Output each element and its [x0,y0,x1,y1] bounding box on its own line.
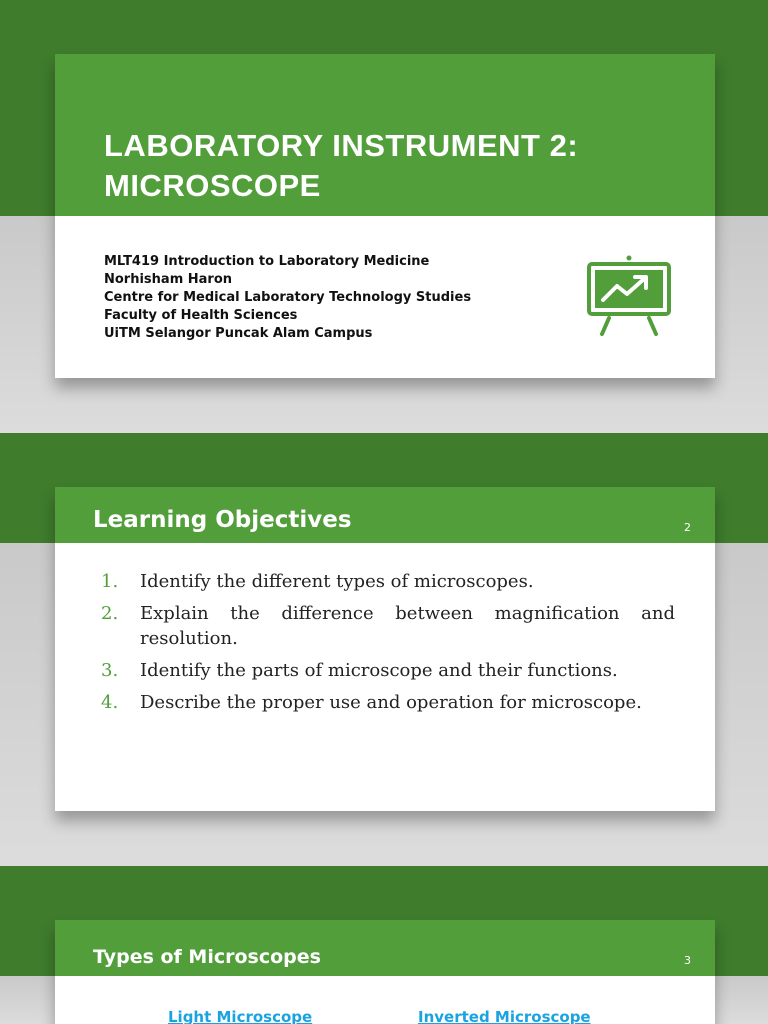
list-item [101,569,675,594]
slide-title [104,126,694,206]
list-item-text: Explain the difference between magnification and resolution. [140,603,675,649]
objectives-card [55,487,715,811]
list-item-number: 4. [101,692,119,713]
slide-title-line-1: LABORATORY INSTRUMENT 2: [104,128,579,163]
slide-heading: Learning Objectives [93,507,352,533]
slide-heading: Types of Microscopes [93,946,321,968]
types-card-header [55,920,715,976]
course-info-line: Centre for Medical Laboratory Technology Studies [104,290,472,305]
objectives-list [101,569,675,722]
course-info-line: UiTM Selangor Puncak Alam Campus [104,326,373,341]
types-card [55,920,715,1024]
title-card [55,54,715,378]
list-item [101,658,675,683]
slide-1 [0,0,768,433]
objectives-card-header [55,487,715,543]
page-number: 3 [684,954,691,967]
presentation-chart-icon [583,252,675,344]
course-info-line: Faculty of Health Sciences [104,308,298,323]
inverted-microscope-link[interactable]: Inverted Microscope [418,1008,591,1024]
list-item-text: Identify the parts of microscope and their functions. [140,660,618,681]
slide-2 [0,433,768,866]
course-info-line: Norhisham Haron [104,272,233,287]
list-item [101,690,675,715]
list-item-text: Describe the proper use and operation for microscope. [140,692,642,713]
list-item-number: 3. [101,660,119,681]
list-item-number: 1. [101,571,119,592]
slide-title-line-2: MICROSCOPE [104,168,321,203]
list-item [101,601,675,651]
light-microscope-link[interactable]: Light Microscope [168,1008,313,1024]
list-item-number: 2. [101,603,119,624]
slide-3 [0,866,768,1024]
course-info-line: MLT419 Introduction to Laboratory Medicine [104,254,430,269]
page-number: 2 [684,521,691,534]
course-info [104,253,574,343]
list-item-text: Identify the different types of microscopes. [140,571,534,592]
